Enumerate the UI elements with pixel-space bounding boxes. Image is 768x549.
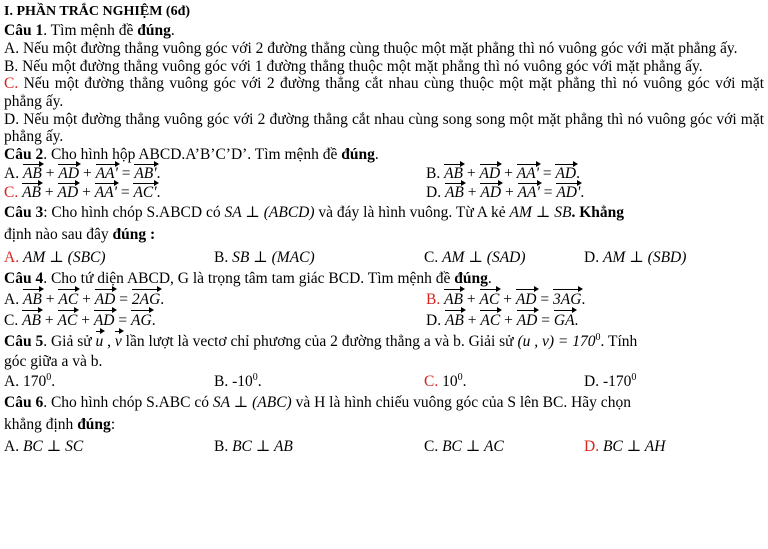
- option-label: D.: [4, 110, 20, 128]
- op: +: [499, 290, 516, 308]
- vector: 2AG: [131, 290, 161, 308]
- question-5-cont: [4, 353, 764, 372]
- vector: AD: [94, 290, 116, 308]
- option-4a[interactable]: A. AB + AC + AD = 2AG.: [4, 290, 165, 308]
- op: =: [116, 184, 134, 202]
- op: =: [536, 290, 554, 308]
- option-2d[interactable]: D. AB + AD + AA' = AD'.: [426, 184, 585, 202]
- op: +: [500, 165, 517, 183]
- punct: .: [51, 372, 56, 390]
- math-expression: AM ⊥ (SBD): [602, 249, 687, 267]
- vector: AB: [444, 184, 464, 202]
- op: +: [41, 184, 58, 202]
- question-1: [4, 22, 764, 41]
- option-label-correct: A.: [4, 249, 20, 267]
- vector: AB: [22, 184, 42, 202]
- option-text: 10: [442, 372, 458, 390]
- option-1a[interactable]: [4, 40, 764, 58]
- math-expression: (u , v) = 170: [517, 332, 596, 350]
- degree-sup: 0: [457, 371, 463, 383]
- math-expression: BC ⊥ AC: [442, 437, 504, 455]
- option-label: C.: [424, 249, 439, 267]
- question-number: Câu 2: [4, 145, 44, 163]
- option-label: B.: [426, 165, 441, 183]
- math-expression: SA ⊥ (ABC): [212, 393, 292, 411]
- op: =: [538, 165, 556, 183]
- vector: AD: [58, 165, 80, 183]
- question-text: . Cho tứ diện ABCD, G là trọng tâm tam giác BCD. Tìm mệnh đề: [43, 270, 455, 288]
- op: +: [41, 165, 59, 183]
- punct: .: [374, 145, 379, 163]
- vector: AD: [480, 184, 502, 202]
- option-5b[interactable]: [214, 372, 424, 391]
- option-text: Nếu một đường thẳng vuông góc với 2 đường thẳng cùng thuộc một mặt phẳng thì nó vuông góc với mặt phẳng ấy.: [22, 40, 738, 58]
- option-label: A.: [4, 437, 20, 455]
- question-text: : Cho hình chóp S.ABCD có: [43, 204, 225, 222]
- option-label: D.: [584, 372, 600, 390]
- option-1d[interactable]: [4, 111, 764, 146]
- vector: AC: [479, 290, 500, 308]
- question-text: lần lượt là vectơ chỉ phương của 2 đường thẳng a và b. Giải sử: [121, 332, 518, 350]
- op: +: [463, 290, 480, 308]
- question-number: Câu 6: [4, 393, 44, 411]
- option-label-correct: B.: [426, 290, 441, 308]
- op: +: [41, 290, 59, 308]
- vector: AD: [479, 165, 501, 183]
- option-label: D.: [426, 311, 442, 329]
- vector: AC: [58, 290, 79, 308]
- question-text: và đáy là hình vuông. Từ A kẻ: [314, 204, 510, 222]
- vector: u: [96, 331, 104, 353]
- option-label: B.: [214, 372, 229, 390]
- option-6b[interactable]: [214, 436, 424, 458]
- vector: AB: [22, 165, 42, 183]
- punct: .: [487, 270, 492, 288]
- question-text: . Cho hình chóp S.ABC có: [43, 393, 213, 411]
- emphasis: đúng: [77, 415, 111, 433]
- vector: AD: [516, 311, 538, 329]
- question-text: định nào sau đây: [4, 226, 113, 244]
- question-5: [4, 331, 764, 353]
- options-3: [4, 246, 764, 270]
- question-text: góc giữa a và b.: [4, 352, 103, 370]
- question-text: . Tìm mệnh đề: [43, 21, 138, 39]
- option-label: B.: [214, 437, 229, 455]
- punct: :: [110, 415, 116, 433]
- math-expression: SB ⊥ (MAC): [232, 249, 315, 267]
- option-text: Nếu một đường thẳng vuông góc với 1 đường thẳng thuộc một mặt phẳng thì nó vuông góc với mặt phẳng ấy.: [22, 57, 703, 75]
- option-6d[interactable]: [584, 436, 665, 458]
- emphasis: đúng: [454, 270, 488, 288]
- option-3c[interactable]: [424, 246, 584, 270]
- question-3-cont: [4, 224, 764, 246]
- option-label: A.: [4, 40, 20, 58]
- vector: AC': [133, 184, 157, 202]
- vector: AB: [22, 311, 42, 329]
- op: =: [539, 184, 557, 202]
- option-1b[interactable]: [4, 58, 764, 76]
- question-number: Câu 4: [4, 270, 44, 288]
- degree-sup: 0: [46, 371, 52, 383]
- option-2c[interactable]: C. AB + AD + AA' = AC'.: [4, 184, 161, 202]
- op: +: [463, 311, 481, 329]
- punct: .: [170, 21, 175, 39]
- vector: AB': [134, 165, 157, 183]
- vector: AB: [444, 165, 464, 183]
- question-number: Câu 3: [4, 204, 44, 222]
- emphasis: đúng: [341, 145, 375, 163]
- option-label-correct: C.: [4, 75, 19, 93]
- op: +: [500, 311, 517, 329]
- question-text: . Khẳng: [571, 204, 625, 222]
- op: =: [114, 311, 132, 329]
- punct: .: [257, 372, 262, 390]
- question-3: [4, 202, 764, 224]
- option-5a[interactable]: [4, 372, 214, 391]
- vector: AC: [480, 311, 501, 329]
- option-label: D.: [584, 249, 600, 267]
- op: =: [537, 311, 554, 329]
- option-text: 170: [22, 372, 47, 390]
- option-label: A.: [4, 165, 20, 183]
- vector: AG: [131, 311, 152, 329]
- question-4: [4, 270, 764, 289]
- degree-sup: 0: [595, 331, 601, 343]
- question-text: . Tính: [600, 332, 638, 350]
- option-label: C.: [4, 311, 19, 329]
- vector: AD: [57, 184, 79, 202]
- op: +: [78, 290, 95, 308]
- section-title: I. PHẦN TRẮC NGHIỆM (6đ): [4, 4, 191, 19]
- options-5: [4, 372, 764, 391]
- math-expression: BC ⊥ SC: [22, 437, 84, 455]
- quiz-page: [4, 3, 764, 458]
- vector: AA': [516, 165, 539, 183]
- math-expression: BC ⊥ AH: [602, 437, 666, 455]
- vector: AD: [93, 311, 115, 329]
- option-label-correct: C.: [424, 372, 439, 390]
- vector: AB: [444, 311, 464, 329]
- op: +: [501, 184, 518, 202]
- option-label: A.: [4, 290, 20, 308]
- op: +: [463, 184, 481, 202]
- option-3b[interactable]: [214, 246, 424, 270]
- option-label-correct: C.: [4, 184, 19, 202]
- vector: AD: [555, 165, 577, 183]
- option-2a[interactable]: A. AB + AD + AA' = AB'.: [4, 165, 161, 183]
- vector: AA': [94, 184, 117, 202]
- option-label: B.: [214, 249, 229, 267]
- option-text: Nếu một đường thẳng vuông góc với 2 đường thẳng cắt nhau cùng thuộc một mặt phẳng thì nó vuông góc với mặt phẳng ấy.: [4, 75, 765, 110]
- option-text: -10: [232, 372, 253, 390]
- option-3a[interactable]: [4, 246, 214, 270]
- option-6a[interactable]: [4, 436, 214, 458]
- options-2cd: [4, 183, 764, 202]
- options-4ab: [4, 289, 764, 310]
- math-expression: AM ⊥ (SBC): [22, 249, 106, 267]
- vector: AC: [57, 311, 78, 329]
- vector: AD: [515, 290, 537, 308]
- math-expression: AM ⊥ (SAD): [442, 249, 526, 267]
- vector: AD': [556, 184, 581, 202]
- option-2b[interactable]: B. AB + AD + AA' = AD.: [426, 165, 581, 183]
- vector: AB: [444, 290, 464, 308]
- op: +: [79, 165, 96, 183]
- op: +: [77, 311, 94, 329]
- question-text: . Giả sử: [43, 332, 96, 350]
- question-text: . Cho hình hộp ABCD.A’B’C’D’. Tìm mệnh đề: [43, 145, 342, 163]
- option-text: Nếu một đường thẳng vuông góc với 2 đường thẳng cắt nhau cùng song song một mặt phẳng thì nó vuông góc với mặt phẳng ấy.: [4, 110, 765, 146]
- punct: .: [462, 372, 467, 390]
- math-expression: SA ⊥ (ABCD): [224, 204, 315, 222]
- op: +: [463, 165, 480, 183]
- emphasis: đúng: [137, 21, 171, 39]
- vector: 3AG: [553, 290, 582, 308]
- option-4b[interactable]: B. AB + AC + AD = 3AG.: [426, 290, 586, 308]
- question-text: khẳng định: [4, 415, 78, 433]
- degree-sup: 0: [631, 371, 637, 383]
- options-6: [4, 436, 764, 458]
- option-label: B.: [4, 57, 19, 75]
- emphasis: đúng :: [112, 226, 156, 244]
- op: +: [78, 184, 95, 202]
- question-number: Câu 5: [4, 332, 44, 350]
- vector: v: [115, 331, 122, 353]
- option-label: D.: [426, 184, 442, 202]
- option-3d[interactable]: [584, 246, 686, 270]
- option-5c[interactable]: [424, 372, 584, 391]
- vector: GA: [553, 311, 575, 329]
- question-6-cont: [4, 414, 764, 436]
- op: +: [41, 311, 58, 329]
- vector: AB: [22, 290, 42, 308]
- option-text: -170: [602, 372, 632, 390]
- option-1c[interactable]: [4, 75, 764, 110]
- option-4d[interactable]: D. AB + AC + AD = GA.: [426, 311, 579, 329]
- op: =: [115, 290, 132, 308]
- math-expression: AM ⊥ SB: [509, 204, 572, 222]
- math-expression: BC ⊥ AB: [232, 437, 293, 455]
- option-4c[interactable]: C. AB + AC + AD = AG.: [4, 311, 156, 329]
- option-label: A.: [4, 372, 20, 390]
- question-text: và H là hình chiếu vuông góc của S lên BC. Hãy chọn: [291, 393, 631, 411]
- op: =: [117, 165, 135, 183]
- question-6: [4, 391, 764, 414]
- option-label: C.: [424, 437, 439, 455]
- option-5d[interactable]: [584, 372, 636, 391]
- op: ,: [103, 332, 115, 350]
- vector: AA': [95, 165, 118, 183]
- option-label-correct: D.: [584, 437, 600, 455]
- option-6c[interactable]: [424, 436, 584, 458]
- question-number: Câu 1: [4, 21, 44, 39]
- degree-sup: 0: [252, 371, 258, 383]
- vector: AA': [517, 184, 540, 202]
